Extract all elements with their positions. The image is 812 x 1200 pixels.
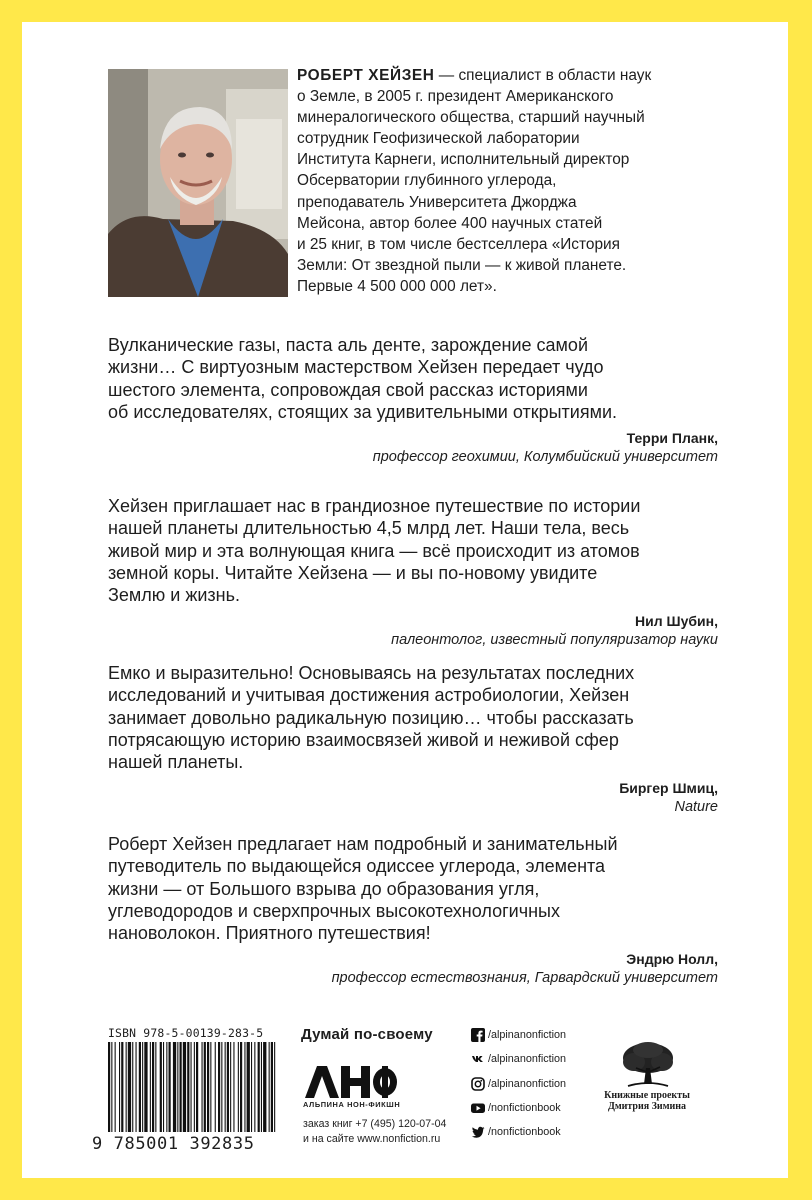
- barcode-bar: [233, 1042, 234, 1132]
- barcode-bar: [258, 1042, 260, 1132]
- bio-line: — специалист в области наук: [434, 67, 652, 84]
- social-text: /alpinanonfiction: [488, 1053, 567, 1066]
- zimin-caption: [587, 1090, 707, 1112]
- author-photo: [108, 69, 288, 297]
- publisher-logo: [303, 1064, 399, 1105]
- review-line: потрясающую историю взаимосвязей живой и неживой сфер: [108, 729, 619, 750]
- barcode-bar: [132, 1042, 133, 1132]
- review-schmitz: [108, 662, 718, 817]
- bio-line: преподаватель Университета Джорджа: [297, 193, 577, 211]
- youtube-icon: [471, 1101, 485, 1115]
- review-line: Землю и жизнь.: [108, 585, 240, 606]
- vk-icon: [471, 1052, 485, 1066]
- barcode-bar: [215, 1042, 216, 1132]
- barcode-bar: [187, 1042, 189, 1132]
- barcode-bar: [204, 1042, 206, 1132]
- bio-line: минералогического общества, старший научный: [297, 109, 645, 127]
- bio-line: Института Карнеги, исполнительный директор: [297, 151, 630, 169]
- barcode-bar: [126, 1042, 127, 1132]
- social-youtube[interactable]: [471, 1096, 566, 1120]
- barcode-bar: [238, 1042, 239, 1132]
- twitter-icon: [471, 1125, 485, 1139]
- tree-icon: [620, 1040, 676, 1095]
- review-line: жизни… С виртуозным мастерством Хейзен передает чудо: [108, 357, 604, 378]
- review-line: занимает довольно радикальную позицию… чтобы рассказать: [108, 707, 634, 728]
- social-facebook[interactable]: [471, 1023, 566, 1047]
- review-author: Нил Шубин,: [635, 613, 718, 630]
- instagram-icon: [471, 1077, 485, 1091]
- bio-line: и 25 книг, в том числе бестселлера «История: [297, 235, 620, 253]
- social-text: /alpinanonfiction: [488, 1029, 567, 1042]
- review-line: нановолокон. Приятного путешествия!: [108, 923, 431, 944]
- social-links: [471, 1023, 566, 1144]
- barcode-bar: [227, 1042, 229, 1132]
- barcode-bar: [144, 1042, 147, 1132]
- barcode-bar: [160, 1042, 162, 1132]
- review-line: путеводитель по выдающейся одиссее углерода, элемента: [108, 856, 606, 877]
- barcode-bar: [202, 1042, 203, 1132]
- order-site[interactable]: и на сайте www.nonfiction.ru: [303, 1133, 441, 1145]
- review-text: [108, 833, 718, 944]
- review-role: Nature: [674, 799, 718, 816]
- review-line: Емко и выразительно! Основываясь на результатах последних: [108, 663, 635, 683]
- barcode-bar: [269, 1042, 270, 1132]
- review-shubin: [108, 495, 718, 650]
- review-line: земной коры. Читайте Хейзена — и вы по-новому увидите: [108, 562, 598, 583]
- review-line: углеводородов и сверхпрочных высокотехнологичных: [108, 900, 560, 921]
- barcode-digits: 9 785001 392835: [92, 1134, 255, 1154]
- review-role: профессор естествознания, Гарвардский университет: [331, 970, 718, 987]
- review-role: профессор геохимии, Колумбийский университет: [372, 449, 718, 466]
- barcode-bar: [152, 1042, 154, 1132]
- barcode-bar: [191, 1042, 192, 1132]
- barcode-bar: [169, 1042, 171, 1132]
- review-line: нашей планеты длительностью 4,5 млрд лет. Наши тела, весь: [108, 518, 630, 539]
- barcode-bar: [119, 1042, 120, 1132]
- order-phone: заказ книг +7 (495) 120-07-04: [303, 1118, 447, 1130]
- author-name: РОБЕРТ ХЕЙЗЕН: [297, 67, 435, 84]
- bio-line: Мейсона, автор более 400 научных статей: [297, 214, 603, 232]
- review-line: об исследователях, стоящих за удивительными открытиями.: [108, 401, 618, 422]
- barcode-bar: [271, 1042, 273, 1132]
- review-line: Хейзен приглашает нас в грандиозное путешествие по истории: [108, 496, 641, 516]
- barcode-bar: [177, 1042, 178, 1132]
- social-text: /nonfictionbook: [488, 1102, 561, 1115]
- barcode-bar: [180, 1042, 182, 1132]
- review-line: Вулканические газы, паста аль денте, зарождение самой: [108, 335, 588, 355]
- barcode-bar: [108, 1042, 110, 1132]
- barcode: [108, 1042, 280, 1137]
- review-plank: [108, 334, 718, 467]
- bio-line: Обсерватории глубинного углерода,: [297, 172, 557, 190]
- review-line: живой мир и эта волнующая книга — всё происходит из атомов: [108, 540, 640, 561]
- social-twitter[interactable]: [471, 1120, 566, 1144]
- review-line: Роберт Хейзен предлагает нам подробный и занимательный: [108, 834, 618, 854]
- barcode-bar: [173, 1042, 176, 1132]
- bio-line: сотрудник Геофизической лаборатории: [297, 130, 580, 148]
- review-role: палеонтолог, известный популяризатор науки: [391, 632, 718, 649]
- barcode-bar: [142, 1042, 143, 1132]
- review-author: Терри Планк,: [626, 430, 718, 447]
- review-knoll: [108, 833, 718, 988]
- review-author: Эндрю Нолл,: [626, 951, 718, 968]
- barcode-bar: [244, 1042, 245, 1132]
- isbn-label: ISBN 978-5-00139-283-5: [108, 1026, 264, 1040]
- review-author: Биргер Шмиц,: [619, 780, 718, 797]
- barcode-bar: [196, 1042, 198, 1132]
- back-cover: [22, 22, 788, 1178]
- review-line: нашей планеты.: [108, 752, 244, 773]
- barcode-bar: [128, 1042, 131, 1132]
- barcode-bar: [111, 1042, 112, 1132]
- barcode-bar: [150, 1042, 151, 1132]
- barcode-bar: [136, 1042, 137, 1132]
- facebook-icon: [471, 1028, 485, 1042]
- barcode-bar: [247, 1042, 250, 1132]
- social-instagram[interactable]: [471, 1072, 566, 1096]
- bio-line: Первые 4 500 000 000 лет».: [297, 277, 497, 295]
- zimin-line: Дмитрия Зимина: [607, 1101, 687, 1112]
- barcode-bar: [183, 1042, 186, 1132]
- barcode-bar: [218, 1042, 220, 1132]
- bio-line: о Земле, в 2005 г. президент Американского: [297, 88, 614, 106]
- barcode-bar: [225, 1042, 226, 1132]
- publisher-name: АЛЬПИНА НОН-ФИКШН: [303, 1100, 401, 1109]
- barcode-bar: [263, 1042, 266, 1132]
- barcode-bar: [274, 1042, 275, 1132]
- barcode-bar: [251, 1042, 252, 1132]
- publisher-motto: Думай по-своему: [301, 1026, 433, 1043]
- social-text: /nonfictionbook: [488, 1126, 561, 1139]
- barcode-bar: [139, 1042, 141, 1132]
- barcode-bar: [115, 1042, 116, 1132]
- barcode-bar: [221, 1042, 222, 1132]
- social-vk[interactable]: [471, 1047, 566, 1071]
- barcode-bar: [121, 1042, 123, 1132]
- barcode-bar: [166, 1042, 167, 1132]
- review-text: [108, 662, 718, 773]
- barcode-bar: [240, 1042, 242, 1132]
- author-bio: [297, 65, 717, 297]
- review-text: [108, 495, 718, 606]
- barcode-bar: [155, 1042, 156, 1132]
- review-text: [108, 334, 718, 423]
- barcode-bar: [230, 1042, 231, 1132]
- barcode-bar: [194, 1042, 195, 1132]
- barcode-bar: [210, 1042, 211, 1132]
- barcode-bar: [163, 1042, 164, 1132]
- social-text: /alpinanonfiction: [488, 1077, 567, 1090]
- bio-line: Земли: От звездной пыли — к живой планете.: [297, 256, 627, 274]
- review-line: шестого элемента, сопровождая свой рассказ историями: [108, 379, 588, 400]
- barcode-bar: [261, 1042, 262, 1132]
- barcode-bar: [207, 1042, 209, 1132]
- barcode-bar: [254, 1042, 255, 1132]
- review-line: жизни — от Большого взрыва до образования угля,: [108, 878, 540, 899]
- review-line: исследований и учитывая достижения астробиологии, Хейзен: [108, 685, 630, 706]
- zimin-line: Книжные проекты: [604, 1090, 690, 1101]
